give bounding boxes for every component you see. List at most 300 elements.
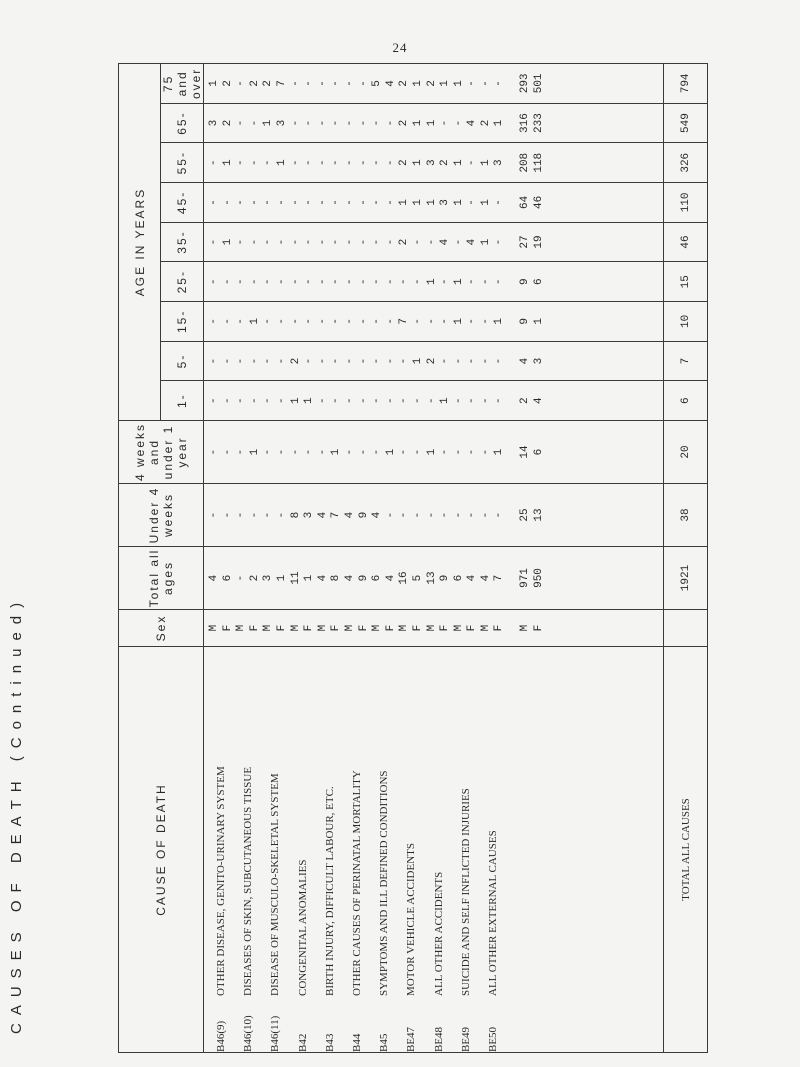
cell-a25: - [384,278,397,286]
cell-sex: F [330,624,343,632]
cell-a35: - [411,238,424,246]
cell-sex: M [425,624,438,632]
cell-u4w: - [235,511,248,519]
cell-a45: 3 [439,199,452,206]
cell-a45: 1 [479,199,492,206]
cell-a5: - [371,357,384,365]
cell-a15: 7 [398,318,411,325]
subtotal-sex: F [532,624,545,632]
cause-name: MOTOR VEHICLE ACCIDENTS [405,843,418,996]
header-sex: Sex [119,610,204,647]
subtotal-a15: 9 [519,318,532,325]
cell-a25: - [479,278,492,286]
cell-a35: - [330,238,343,246]
header-age-1: 5- [161,341,204,381]
subtotal-a25: 6 [532,278,545,286]
cell-a15: 1 [248,318,261,325]
cell-a5: - [479,357,492,365]
cell-a35: - [493,238,506,246]
subtotal-a75: 501 [532,73,545,94]
cell-a1: - [466,397,479,404]
cell-a1: - [452,397,465,404]
cell-a25: - [221,278,234,286]
cell-a55: - [303,159,316,167]
subtotal-a65: 316 [519,113,532,133]
cell-a75: 2 [262,80,275,87]
cell-a5: - [384,357,397,365]
cell-a25: 1 [425,278,438,286]
cell-a75: - [357,80,370,87]
cell-total: 4 [316,574,329,582]
cell-a35: - [303,238,316,246]
header-total: Total all ages [119,547,204,610]
cell-a5: - [330,357,343,365]
cell-a25: - [371,278,384,286]
cell-a45: - [357,199,370,206]
cell-w4: - [371,448,384,456]
cell-a75: - [466,80,479,87]
cell-a15: - [289,318,302,325]
subtotal-sex: M [519,624,532,632]
cell-total: 6 [221,574,234,582]
cell-a1: - [493,397,506,404]
cell-a55: - [466,159,479,167]
cell-a75: 1 [439,80,452,87]
cell-total: - [235,574,248,582]
subtotal-a45: 46 [532,195,545,209]
cell-a15: - [357,318,370,325]
cell-a25: - [493,278,506,286]
cell-a75: 4 [384,80,397,87]
cell-a45: - [384,199,397,206]
cell-a15: - [316,318,329,325]
cell-a65: 2 [398,119,411,127]
header-age-4: 35- [161,222,204,262]
cell-total: 4 [343,574,356,582]
column-sex [204,610,664,647]
cell-a75: 2 [398,80,411,87]
cell-a75: - [303,80,316,87]
cell-total: 9 [439,574,452,582]
cell-a75: 2 [425,80,438,87]
cell-a45: - [330,199,343,206]
cell-a5: - [262,357,275,365]
cell-a1: - [371,397,384,404]
cell-u4w: - [221,511,234,519]
cell-a25: - [357,278,370,286]
cause-name: ALL OTHER EXTERNAL CAUSES [486,830,499,996]
cell-a35: - [425,238,438,246]
cell-a55: - [262,159,275,167]
cell-a45: 1 [425,199,438,206]
cell-a35: - [384,238,397,246]
cause-name: OTHER DISEASE, GENITO-URINARY SYSTEM [215,766,227,996]
cell-a55: - [384,159,397,167]
cell-a1: - [208,397,220,404]
column-a75 [204,64,664,104]
cell-w4: - [208,448,220,456]
cell-a1: - [262,397,275,404]
cell-u4w: - [208,511,220,519]
subtotal-a1: 4 [532,397,545,404]
cell-a45: - [316,199,329,206]
cell-a55: - [208,159,220,167]
cell-a25: - [411,278,424,286]
cell-total: 7 [493,574,506,582]
cell-w4: 1 [248,448,261,456]
cell-a35: - [289,238,302,246]
cell-a1: - [316,397,329,404]
column-a35 [204,222,664,262]
cell-a75: 5 [371,80,384,87]
cause-code: BE48 [432,1026,445,1052]
cause-name: OTHER CAUSES OF PERINATAL MORTALITY [350,770,363,996]
cell-u4w: - [439,511,452,519]
grand-total-w4: 20 [664,421,708,484]
cell-a45: - [493,199,506,206]
cell-a75: - [479,80,492,87]
subtotal-a5: 3 [532,357,545,365]
cell-a35: - [452,238,465,246]
cell-sex: M [316,624,329,632]
cell-a1: - [235,397,248,404]
cell-total: 13 [425,571,438,585]
cause-code: B44 [350,1033,363,1052]
cell-a1: - [384,397,397,404]
cell-a25: - [248,278,261,286]
cell-a75: 1 [411,80,424,87]
subtotal-a75: 293 [519,73,532,94]
cell-a35: - [235,238,248,246]
cell-a55: - [316,159,329,167]
cell-a75: - [235,80,248,87]
cell-u4w: - [452,511,465,519]
cell-a15: - [411,318,424,325]
cell-w4: - [221,448,234,456]
cause-row [235,647,262,1052]
cause-code: B45 [378,1033,391,1052]
column-a25 [204,262,664,302]
cell-w4: - [235,448,248,456]
cell-total: 5 [411,574,424,582]
cell-sex: M [289,624,302,632]
cell-a15: - [371,318,384,325]
cell-a55: - [343,159,356,167]
cell-w4: 1 [384,448,397,456]
grand-total-a55: 326 [664,143,708,183]
cell-w4: - [343,448,356,456]
cell-u4w: 4 [343,511,356,519]
cause-code: B42 [296,1033,309,1052]
cell-a15: - [343,318,356,325]
cell-total: 6 [371,574,384,582]
cause-row [453,647,480,1052]
cause-name: BIRTH INJURY, DIFFICULT LABOUR, ETC. [323,786,336,996]
subtotal-a5: 4 [519,357,532,365]
cell-a35: - [248,238,261,246]
cell-sex: M [262,624,275,632]
cell-a15: 1 [452,318,465,325]
cell-a55: 2 [398,159,411,167]
cell-a15: - [208,318,220,325]
grand-total-a75: 794 [664,64,708,104]
header-age-8: 75 and over [161,64,204,104]
cell-total: 4 [466,574,479,582]
cell-u4w: - [384,511,397,519]
subtotal-w4: 14 [519,445,532,459]
cause-name: ALL OTHER ACCIDENTS [432,871,445,996]
cell-a65: - [316,119,329,127]
cell-a75: - [343,80,356,87]
cell-a65: - [289,119,302,127]
column-u4w [204,484,664,547]
cause-code: BE47 [405,1026,418,1052]
cell-a5: - [248,357,261,365]
cell-sex: F [439,624,452,632]
cell-w4: - [316,448,329,456]
cell-a65: - [235,119,248,127]
cell-a45: 1 [452,199,465,206]
cell-a5: - [303,357,316,365]
cell-a5: - [235,357,248,365]
column-a65 [204,103,664,143]
cell-sex: F [248,624,261,632]
cell-a15: - [425,318,438,325]
header-age-3: 25- [161,262,204,302]
cause-row [208,647,235,1052]
cell-a35: - [357,238,370,246]
subtotal-a35: 19 [532,235,545,249]
cause-name: DISEASES OF SKIN, SUBCUTANEOUS TISSUE [242,766,255,996]
cell-a5: - [466,357,479,365]
cell-u4w: - [466,511,479,519]
cause-name: SUICIDE AND SELF INFLICTED INJURIES [459,788,472,996]
cell-a35: 4 [439,238,452,246]
cell-a1: - [275,397,288,404]
cell-sex: F [411,624,424,632]
cause-row [290,647,317,1052]
cell-a65: - [371,119,384,127]
cell-a55: - [371,159,384,167]
cell-a15: - [479,318,492,325]
cell-a1: - [343,397,356,404]
cell-a1: 1 [289,397,302,404]
cell-a65: 4 [466,119,479,127]
header-age-2: 15- [161,302,204,342]
subtotal-a15: 1 [532,318,545,325]
header-age-0: 1- [161,381,204,421]
grand-total-a45: 110 [664,183,708,223]
header-under4w: Under 4 weeks [119,484,204,547]
cell-a1: 1 [303,397,316,404]
subtotal-total: 971 [519,568,532,588]
cell-u4w: 3 [303,511,316,519]
cell-u4w: 7 [330,511,343,519]
cell-a65: 1 [262,119,275,127]
cell-a25: - [303,278,316,286]
cause-row [344,647,371,1052]
cause-code: B46(10) [242,1015,255,1052]
cause-row [426,647,453,1052]
cell-a65: - [384,119,397,127]
cell-a45: - [208,199,220,206]
cell-total: 16 [398,571,411,585]
cell-a5: - [439,357,452,365]
cell-a25: - [275,278,288,286]
header-age-5: 45- [161,183,204,223]
cell-a75: 2 [221,80,234,87]
cell-w4: - [289,448,302,456]
cause-name: CONGENITAL ANOMALIES [296,859,309,996]
cell-a35: - [275,238,288,246]
cell-a1: - [479,397,492,404]
grand-total-a1: 6 [664,381,708,421]
column-total [204,547,664,610]
cell-a65: - [452,119,465,127]
cell-a55: 1 [221,159,234,167]
cell-a45: - [221,199,234,206]
cell-a55: 1 [479,159,492,167]
cell-sex: F [466,624,479,632]
cell-w4: - [452,448,465,456]
cell-a55: - [235,159,248,167]
cell-u4w: 4 [316,511,329,519]
cell-a1: - [398,397,411,404]
cell-u4w: - [411,511,424,519]
subtotal-a65: 233 [532,113,545,133]
cell-sex: M [235,624,248,632]
cell-a45: - [235,199,248,206]
cell-total: 2 [248,574,261,582]
cell-a5: - [221,357,234,365]
cell-a35: 1 [221,238,234,246]
grand-total-label: TOTAL ALL CAUSES [664,647,708,1053]
page-number: 24 [392,40,408,55]
header-cause: CAUSE OF DEATH [119,647,204,1053]
cell-w4: - [479,448,492,456]
cell-a65: 3 [208,119,220,127]
cell-a1: - [425,397,438,404]
cell-total: 1 [275,574,288,582]
cell-total: 11 [289,571,302,585]
cell-a1: - [357,397,370,404]
subtotal-a1: 2 [519,397,532,404]
cell-a35: - [371,238,384,246]
cell-sex: F [275,624,288,632]
side-title: CAUSES OF DEATH (Continued) [8,594,25,1034]
header-age-group: AGE IN YEARS [119,64,161,421]
header-age-6: 55- [161,143,204,183]
cell-a65: - [439,119,452,127]
cell-a75: - [289,80,302,87]
cell-a75: - [493,80,506,87]
cell-a55: - [289,159,302,167]
cell-w4: 1 [330,448,343,456]
cell-a25: - [398,278,411,286]
cell-a55: 2 [439,159,452,167]
cell-w4: - [439,448,452,456]
cell-a5: - [275,357,288,365]
cell-sex: F [493,624,506,632]
cell-sex: M [343,624,356,632]
cell-a45: 1 [411,199,424,206]
cell-a5: 1 [411,357,424,365]
header-4w-1y: 4 weeks and under 1 year [119,421,204,484]
cell-sex: M [208,624,220,632]
cell-a5: - [398,357,411,365]
cell-w4: 1 [425,448,438,456]
subtotal-a35: 27 [519,235,532,249]
cell-u4w: - [479,511,492,519]
cause-row [398,647,425,1052]
cell-sex: M [452,624,465,632]
cause-code: B43 [323,1033,336,1052]
cell-total: 4 [479,574,492,582]
cell-sex: F [303,624,316,632]
cell-w4: - [466,448,479,456]
cell-sex: F [221,624,234,632]
cell-a35: - [343,238,356,246]
cell-a75: - [330,80,343,87]
cell-a1: - [330,397,343,404]
cell-w4: - [357,448,370,456]
cell-total: 1 [303,574,316,582]
cell-a55: - [330,159,343,167]
cause-code: B46(11) [269,1015,282,1052]
cell-a75: 1 [208,80,220,87]
column-a1 [204,381,664,421]
subtotal-w4: 6 [532,448,545,456]
cell-u4w: - [398,511,411,519]
grand-total-sex [664,610,708,647]
cell-a65: - [357,119,370,127]
cell-a25: - [289,278,302,286]
cell-w4: - [303,448,316,456]
cell-a15: - [262,318,275,325]
cell-a55: 3 [493,159,506,167]
subtotal-u4w: 13 [532,508,545,522]
cell-total: 3 [262,574,275,582]
grand-total-total: 1921 [664,547,708,610]
cell-total: 4 [384,574,397,582]
cell-a65: - [248,119,261,127]
cell-a75: 2 [248,80,261,87]
cell-a5: - [208,357,220,365]
cell-a5: - [316,357,329,365]
cause-code: BE49 [459,1026,472,1052]
cell-u4w: 8 [289,511,302,519]
cell-total: 6 [452,574,465,582]
cell-a15: - [303,318,316,325]
cell-a5: 2 [425,357,438,365]
cell-a65: - [343,119,356,127]
cell-a65: 1 [411,119,424,127]
cause-row [262,647,289,1052]
cell-u4w: - [248,511,261,519]
cell-a35: - [208,238,220,246]
cell-a25: - [343,278,356,286]
cell-a15: - [330,318,343,325]
cell-w4: - [398,448,411,456]
cell-a45: - [343,199,356,206]
cell-u4w: - [262,511,275,519]
cell-a55: - [248,159,261,167]
cell-total: 8 [330,574,343,582]
cell-a25: - [262,278,275,286]
grand-total-a35: 46 [664,222,708,262]
cell-a15: 1 [493,318,506,325]
cell-u4w: 9 [357,511,370,519]
